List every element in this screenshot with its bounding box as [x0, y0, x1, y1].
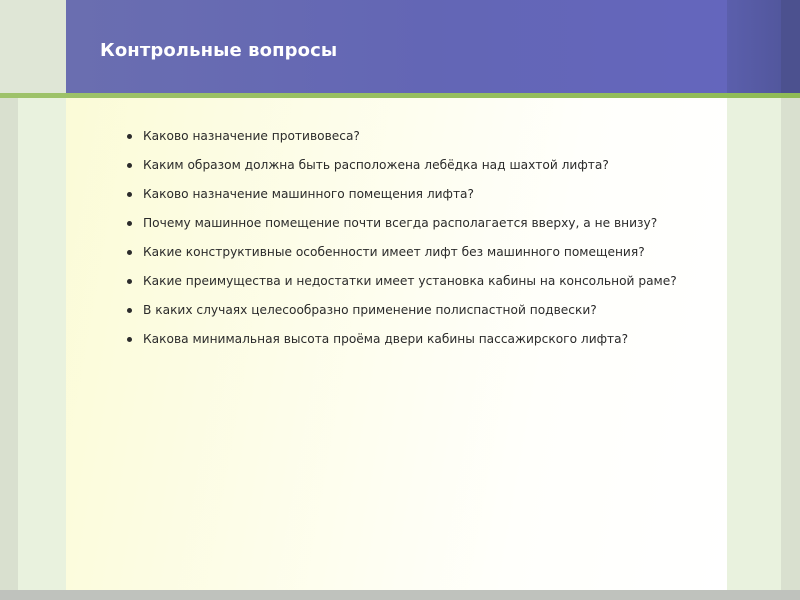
- question-text: Какова минимальная высота проёма двери кабины пассажирского лифта?: [143, 332, 629, 346]
- bullet-icon: [127, 279, 132, 284]
- header-right-band: [727, 0, 800, 93]
- bullet-icon: [127, 337, 132, 342]
- question-item: [123, 329, 683, 350]
- slide-title: Контрольные вопросы: [100, 40, 338, 61]
- question-text: Каково назначение машинного помещения лифта?: [143, 187, 474, 201]
- question-text: Какие преимущества и недостатки имеет установка кабины на консольной раме?: [143, 274, 677, 288]
- bottom-bar: [0, 590, 800, 600]
- question-item: [123, 126, 683, 147]
- question-text: Каково назначение противовеса?: [143, 129, 360, 143]
- question-text: Какие конструктивные особенности имеет лифт без машинного помещения?: [143, 245, 645, 259]
- question-text: В каких случаях целесообразно применение полиспастной подвески?: [143, 303, 597, 317]
- bullet-icon: [127, 308, 132, 313]
- bullet-icon: [127, 192, 132, 197]
- bullet-icon: [127, 221, 132, 226]
- question-text: Почему машинное помещение почти всегда располагается вверху, а не внизу?: [143, 216, 658, 230]
- question-list: [123, 126, 683, 358]
- header-right-edge: [781, 0, 800, 93]
- bullet-icon: [127, 163, 132, 168]
- question-item: [123, 300, 683, 321]
- question-item: [123, 242, 683, 263]
- question-text: Каким образом должна быть расположена лебёдка над шахтой лифта?: [143, 158, 609, 172]
- question-item: [123, 213, 683, 234]
- title-bar: [66, 0, 727, 93]
- bullet-icon: [127, 250, 132, 255]
- question-item: [123, 184, 683, 205]
- header-left-band: [0, 0, 66, 93]
- question-item: [123, 271, 683, 292]
- slide-content: [66, 98, 727, 590]
- bullet-icon: [127, 134, 132, 139]
- question-item: [123, 155, 683, 176]
